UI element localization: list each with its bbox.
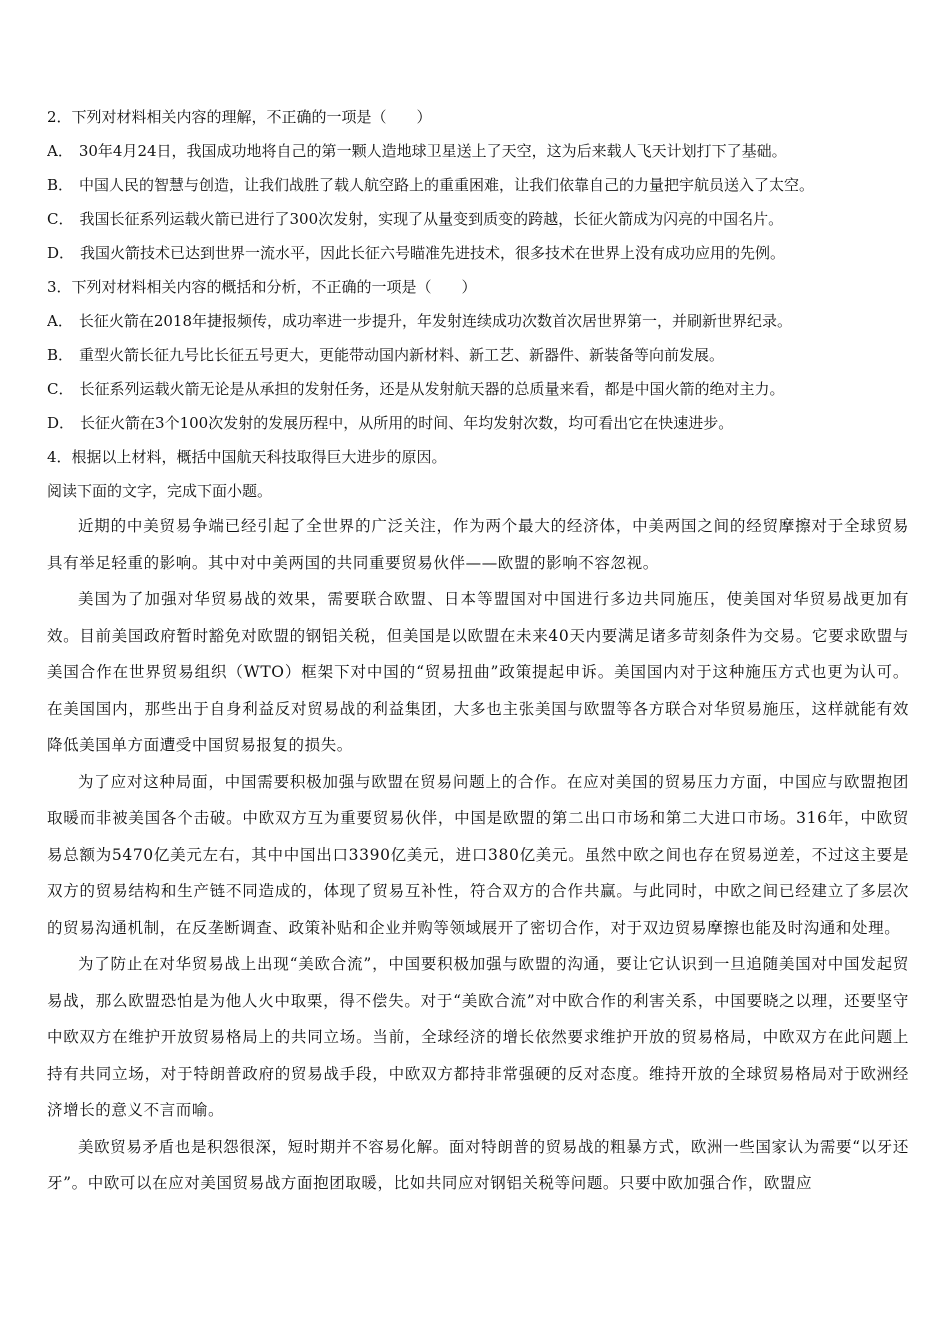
question-4: 4．根据以上材料，概括中国航天科技取得巨大进步的原因。: [47, 448, 447, 466]
option-label: D．: [47, 244, 75, 262]
question-3-option-a: [47, 304, 909, 338]
option-label: C．: [47, 210, 74, 228]
option-label: B．: [47, 176, 74, 194]
question-2-stem: 2．下列对材料相关内容的理解，不正确的一项是（ ）: [47, 108, 432, 126]
passage-paragraph: 为了应对这种局面，中国需要积极加强与欧盟在贸易问题上的合作。在应对美国的贸易压力方面，中国应与欧盟抱团取暖而非被美国各个击破。中欧双方互为重要贸易伙伴，中国是欧盟的第二出口市场和第二大进口市场。316年，中欧贸易总额为5470亿美元左右，其中中国出口3390亿美元，进口380亿美元。虽然中欧之间也存在贸易逆差，不过这主要是双方的贸易结构和生产链不同造成的，体现了贸易互补性，符合双方的合作共赢。与此同时，中欧之间已经建立了多层次的贸易沟通机制，在反垄断调查、政策补贴和企业并购等领域展开了密切合作，对于双边贸易摩擦也能及时沟通和处理。: [47, 772, 909, 937]
option-text: 中国人民的智慧与创造，让我们战胜了载人航空路上的重重困难，让我们依靠自己的力量把宇航员送入了太空。: [79, 176, 815, 194]
option-text: 长征火箭在3个100次发射的发展历程中，从所用的时间、年均发射次数，均可看出它在快速进步。: [80, 414, 734, 432]
option-label: C．: [47, 380, 74, 398]
passage-paragraph: 美国为了加强对华贸易战的效果，需要联合欧盟、日本等盟国对中国进行多边共同施压，使美国对华贸易战更加有效。目前美国政府暂时豁免对欧盟的钢铝关税，但美国是以欧盟在未来40天内要满足诸多苛刻条件为交易。它要求欧盟与美国合作在世界贸易组织（WTO）框架下对中国的“贸易扭曲”政策提起申诉。美国国内对于这种施压方式也更为认可。在美国国内，那些出于自身利益反对贸易战的利益集团，大多也主张美国与欧盟等各方联合对华贸易施压，这样就能有效降低美国单方面遭受中国贸易报复的损失。: [47, 590, 909, 754]
option-text: 重型火箭长征九号比长征五号更大，更能带动国内新材料、新工艺、新器件、新装备等向前发展。: [79, 346, 725, 364]
passage-paragraph: 为了防止在对华贸易战上出现“美欧合流”，中国要积极加强与欧盟的沟通，要让它认识到一旦追随美国对中国发起贸易战，那么欧盟恐怕是为他人火中取栗，得不偿失。对于“美欧合流”对中欧合作的利害关系，中国要晓之以理，还要坚守中欧双方在维护开放贸易格局上的共同立场。当前，全球经济的增长依然要求维护开放的贸易格局，中欧双方在此问题上持有共同立场，对于特朗普政府的贸易战手段，中欧双方都持非常强硬的反对态度。维持开放的全球贸易格局对于欧洲经济增长的意义不言而喻。: [47, 955, 909, 1119]
question-2-option-b: [47, 168, 909, 202]
question-3-option-c: [47, 372, 909, 406]
reading-passage: [47, 508, 909, 1202]
question-3-option-d: [47, 406, 909, 440]
option-text: 长征火箭在2018年捷报频传，成功率进一步提升，年发射连续成功次数首次居世界第一，并刷新世界纪录。: [78, 312, 793, 330]
option-text: 30年4月24日，我国成功地将自己的第一颗人造地球卫星送上了天空，这为后来载人飞天计划打下了基础。: [78, 142, 787, 160]
document-content: [47, 100, 909, 1202]
option-text: 我国火箭技术已达到世界一流水平，因此长征六号瞄准先进技术，很多技术在世界上没有成功应用的先例。: [80, 244, 786, 262]
question-2-option-a: [47, 134, 909, 168]
question-3-stem: 3．下列对材料相关内容的概括和分析，不正确的一项是（ ）: [47, 278, 477, 296]
option-label: B．: [47, 346, 74, 364]
question-3-option-b: [47, 338, 909, 372]
option-label: D．: [47, 414, 75, 432]
passage-paragraph: 美欧贸易矛盾也是积怨很深，短时期并不容易化解。面对特朗普的贸易战的粗暴方式，欧洲一些国家认为需要“以牙还牙”。中欧可以在应对美国贸易战方面抱团取暖，比如共同应对钢铝关税等问题。只要中欧加强合作，欧盟应: [47, 1137, 909, 1192]
reading-instruction: 阅读下面的文字，完成下面小题。: [47, 482, 273, 500]
passage-paragraph: 近期的中美贸易争端已经引起了全世界的广泛关注，作为两个最大的经济体，中美两国之间的经贸摩擦对于全球贸易具有举足轻重的影响。其中对中美两国的共同重要贸易伙伴——欧盟的影响不容忽视。: [47, 517, 909, 572]
option-label: A．: [47, 142, 73, 160]
option-text: 长征系列运载火箭无论是从承担的发射任务，还是从发射航天器的总质量来看，都是中国火箭的绝对主力。: [79, 380, 785, 398]
option-label: A．: [47, 312, 73, 330]
question-2-option-d: [47, 236, 909, 270]
question-2-option-c: [47, 202, 909, 236]
option-text: 我国长征系列运载火箭已进行了300次发射，实现了从量变到质变的跨越，长征火箭成为闪亮的中国名片。: [79, 210, 784, 228]
